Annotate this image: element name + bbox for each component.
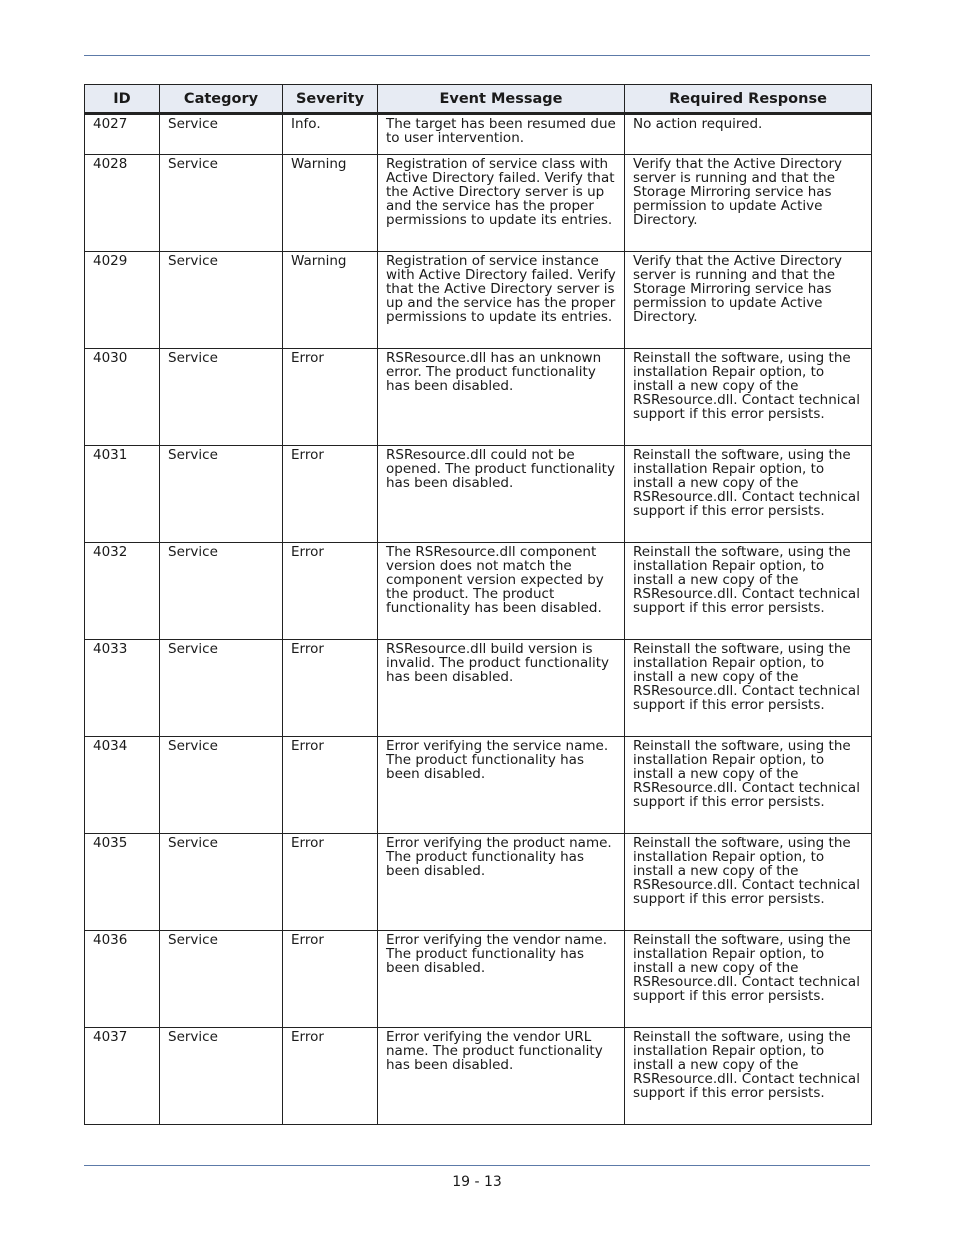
header-row: [85, 85, 872, 114]
table-row: [85, 834, 872, 931]
cell-event-message: The RSResource.dll component version does not match the component version expected by the product. The product functionality has been disabled.: [378, 543, 625, 640]
cell-event-message: Error verifying the vendor name. The product functionality has been disabled.: [378, 931, 625, 1028]
table-row: [85, 737, 872, 834]
cell-id: 4033: [85, 640, 160, 737]
cell-severity: Error: [283, 931, 378, 1028]
cell-category: Service: [160, 543, 283, 640]
cell-severity: Info.: [283, 114, 378, 155]
table-header: [85, 85, 872, 114]
cell-required-response: Reinstall the software, using the installation Repair option, to install a new copy of the RSResource.dll. Contact technical support if this error persists.: [625, 1028, 872, 1125]
table-row: [85, 252, 872, 349]
table-row: [85, 349, 872, 446]
cell-category: Service: [160, 349, 283, 446]
cell-required-response: Reinstall the software, using the installation Repair option, to install a new copy of the RSResource.dll. Contact technical support if this error persists.: [625, 834, 872, 931]
table-row: [85, 931, 872, 1028]
table-row: [85, 114, 872, 155]
cell-severity: Error: [283, 737, 378, 834]
cell-id: 4037: [85, 1028, 160, 1125]
cell-required-response: Reinstall the software, using the installation Repair option, to install a new copy of the RSResource.dll. Contact technical support if this error persists.: [625, 543, 872, 640]
column-header-required-response: Required Response: [625, 85, 872, 114]
cell-id: 4034: [85, 737, 160, 834]
cell-required-response: Verify that the Active Directory server is running and that the Storage Mirroring service has permission to update Active Directory.: [625, 252, 872, 349]
cell-id: 4027: [85, 114, 160, 155]
cell-required-response: Reinstall the software, using the installation Repair option, to install a new copy of the RSResource.dll. Contact technical support if this error persists.: [625, 446, 872, 543]
table-row: [85, 155, 872, 252]
table-body: [85, 114, 872, 1125]
column-header-id: ID: [85, 85, 160, 114]
column-header-category: Category: [160, 85, 283, 114]
cell-required-response: Reinstall the software, using the installation Repair option, to install a new copy of the RSResource.dll. Contact technical support if this error persists.: [625, 931, 872, 1028]
cell-event-message: The target has been resumed due to user intervention.: [378, 114, 625, 155]
table-row: [85, 543, 872, 640]
table-row: [85, 446, 872, 543]
cell-category: Service: [160, 931, 283, 1028]
cell-severity: Error: [283, 640, 378, 737]
cell-event-message: RSResource.dll could not be opened. The product functionality has been disabled.: [378, 446, 625, 543]
event-table: [84, 84, 872, 1125]
cell-id: 4035: [85, 834, 160, 931]
cell-event-message: RSResource.dll build version is invalid. The product functionality has been disabled.: [378, 640, 625, 737]
cell-category: Service: [160, 1028, 283, 1125]
cell-category: Service: [160, 640, 283, 737]
cell-category: Service: [160, 446, 283, 543]
cell-required-response: Reinstall the software, using the installation Repair option, to install a new copy of the RSResource.dll. Contact technical support if this error persists.: [625, 349, 872, 446]
table-row: [85, 640, 872, 737]
cell-severity: Error: [283, 446, 378, 543]
cell-event-message: Registration of service instance with Active Directory failed. Verify that the Active Directory server is up and the service has the proper permissions to update its entries.: [378, 252, 625, 349]
cell-severity: Error: [283, 543, 378, 640]
column-header-severity: Severity: [283, 85, 378, 114]
cell-required-response: No action required.: [625, 114, 872, 155]
cell-event-message: RSResource.dll has an unknown error. The product functionality has been disabled.: [378, 349, 625, 446]
cell-required-response: Reinstall the software, using the installation Repair option, to install a new copy of the RSResource.dll. Contact technical support if this error persists.: [625, 640, 872, 737]
cell-category: Service: [160, 834, 283, 931]
cell-id: 4036: [85, 931, 160, 1028]
header-rule: [84, 55, 870, 56]
cell-category: Service: [160, 114, 283, 155]
cell-id: 4028: [85, 155, 160, 252]
cell-severity: Error: [283, 349, 378, 446]
table-row: [85, 1028, 872, 1125]
column-header-event-message: Event Message: [378, 85, 625, 114]
cell-severity: Warning: [283, 155, 378, 252]
footer-rule: [84, 1165, 870, 1166]
cell-severity: Error: [283, 1028, 378, 1125]
cell-category: Service: [160, 252, 283, 349]
cell-event-message: Error verifying the product name. The product functionality has been disabled.: [378, 834, 625, 931]
cell-category: Service: [160, 155, 283, 252]
cell-event-message: Error verifying the vendor URL name. The product functionality has been disabled.: [378, 1028, 625, 1125]
cell-id: 4030: [85, 349, 160, 446]
cell-required-response: Reinstall the software, using the installation Repair option, to install a new copy of the RSResource.dll. Contact technical support if this error persists.: [625, 737, 872, 834]
cell-id: 4032: [85, 543, 160, 640]
cell-required-response: Verify that the Active Directory server is running and that the Storage Mirroring service has permission to update Active Directory.: [625, 155, 872, 252]
cell-severity: Error: [283, 834, 378, 931]
cell-category: Service: [160, 737, 283, 834]
cell-id: 4031: [85, 446, 160, 543]
page-number: 19 - 13: [452, 1174, 502, 1190]
cell-severity: Warning: [283, 252, 378, 349]
cell-id: 4029: [85, 252, 160, 349]
cell-event-message: Error verifying the service name. The product functionality has been disabled.: [378, 737, 625, 834]
cell-event-message: Registration of service class with Active Directory failed. Verify that the Active Directory server is up and the service has the proper permissions to update its entries.: [378, 155, 625, 252]
